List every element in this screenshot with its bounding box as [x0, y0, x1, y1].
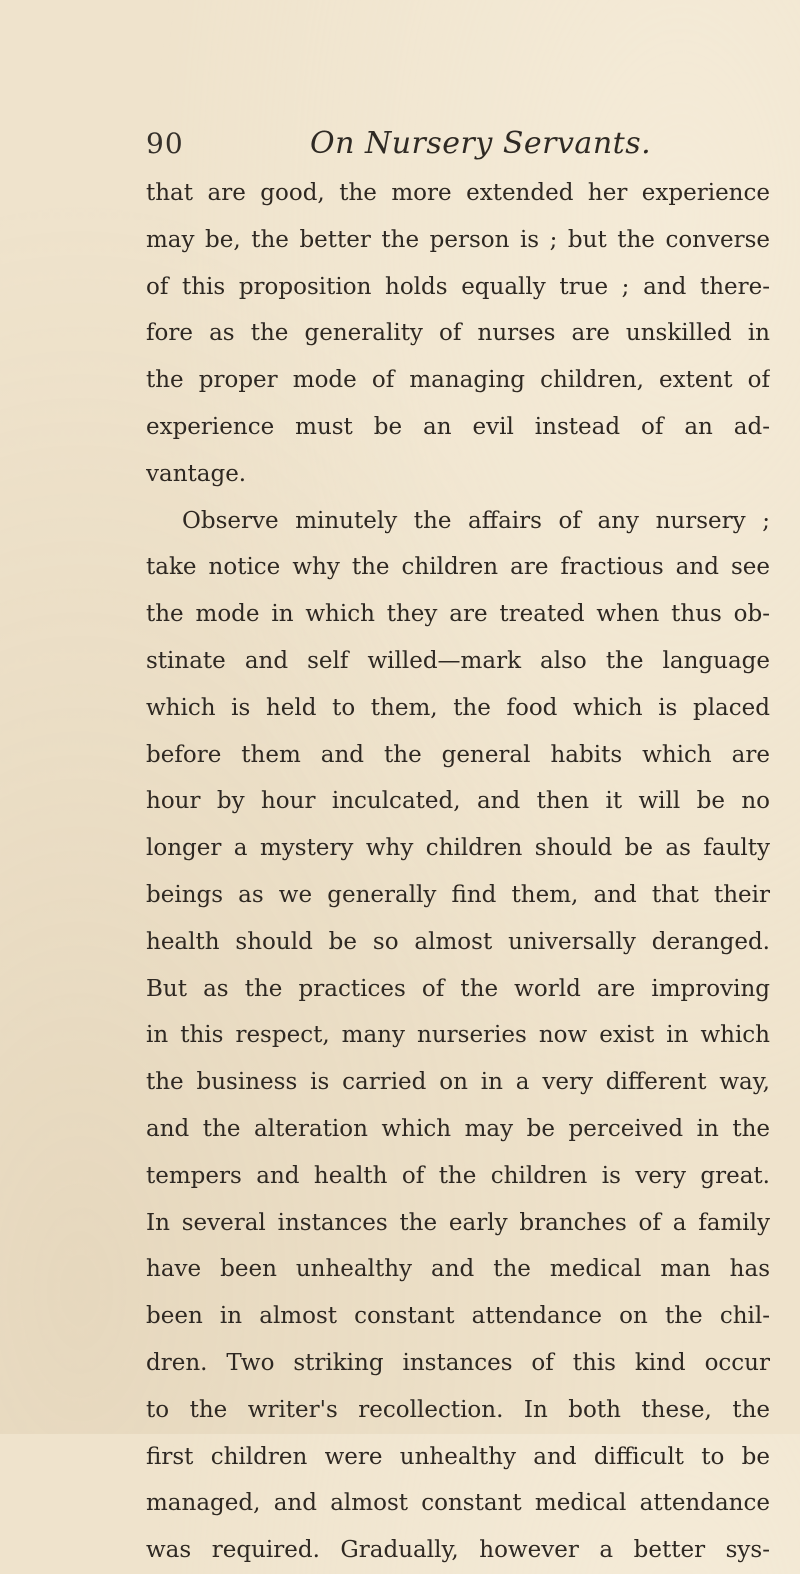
text-line: of this proposition holds equally true ; and there-	[146, 273, 770, 300]
text-line: longer a mystery why children should be as faulty	[146, 835, 770, 862]
text-line: to the writer's recollection. In both these, the	[146, 1396, 770, 1423]
text-line: hour by hour inculcated, and then it will be no	[146, 788, 770, 815]
text-line: tempers and health of the children is very great.	[146, 1162, 770, 1189]
text-line: in this respect, many nurseries now exist in which	[146, 1022, 770, 1049]
page-header	[146, 124, 766, 168]
text-line: stinate and self willed—mark also the language	[146, 647, 770, 674]
text-line: may be, the better the person is ; but the converse	[146, 226, 770, 253]
text-line: the proper mode of managing children, extent of	[146, 367, 770, 394]
text-line: In several instances the early branches of a family	[146, 1209, 770, 1236]
text-line: But as the practices of the world are improving	[146, 975, 770, 1002]
text-line: was required. Gradually, however a better sys-	[146, 1537, 770, 1564]
text-line: the business is carried on in a very different way,	[146, 1069, 770, 1096]
text-line: fore as the generality of nurses are unskilled in	[146, 320, 770, 347]
page-number: 90	[146, 127, 184, 160]
text-line: take notice why the children are fractious and see	[146, 554, 770, 581]
text-line: which is held to them, the food which is placed	[146, 694, 770, 721]
text-line: and the alteration which may be perceived in the	[146, 1115, 770, 1142]
text-line: that are good, the more extended her experience	[146, 180, 770, 206]
text-line: experience must be an evil instead of an ad-	[146, 413, 770, 440]
body-text	[146, 170, 770, 1574]
text-line: first children were unhealthy and difficult to be	[146, 1443, 770, 1470]
text-line: have been unhealthy and the medical man has	[146, 1256, 770, 1283]
text-line: managed, and almost constant medical attendance	[146, 1490, 770, 1517]
paragraph-first-line: Observe minutely the affairs of any nursery ;	[182, 507, 770, 534]
text-line: dren. Two striking instances of this kind occur	[146, 1349, 770, 1376]
text-line: been in almost constant attendance on the chil-	[146, 1303, 770, 1330]
text-line: before them and the general habits which are	[146, 741, 770, 768]
running-title: On Nursery Servants.	[310, 126, 652, 161]
text-line: health should be so almost universally deranged.	[146, 928, 770, 955]
text-line: vantage.	[146, 460, 247, 487]
text-line: the mode in which they are treated when thus ob-	[146, 601, 770, 628]
text-line: beings as we generally find them, and that their	[146, 881, 770, 908]
